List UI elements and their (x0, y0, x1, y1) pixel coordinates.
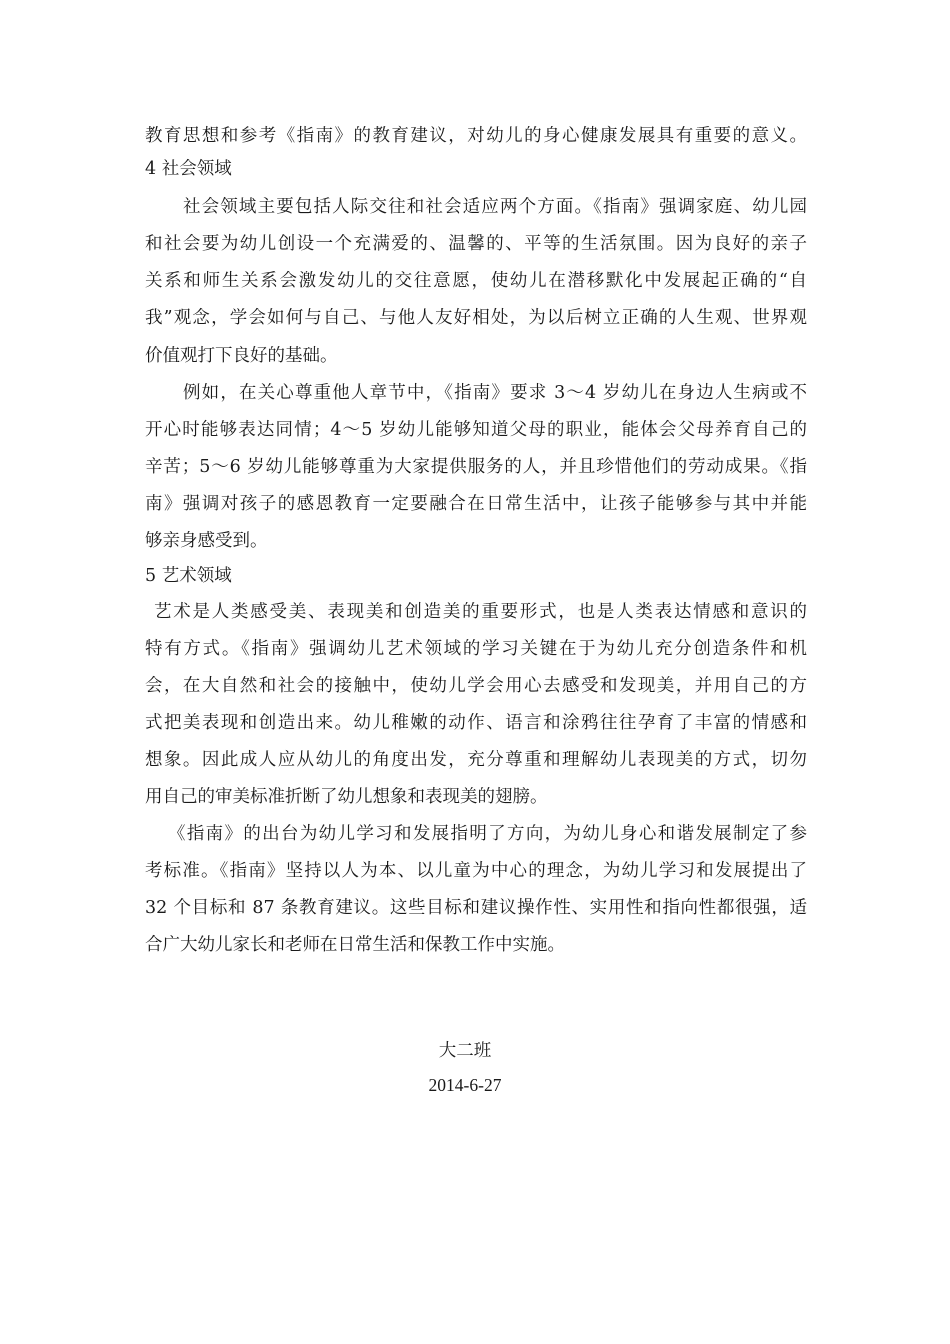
paragraph-line: 辛苦；5～6 岁幼儿能够尊重为大家提供服务的人，并且珍惜他们的劳动成果。《指 (145, 457, 808, 477)
paragraph-line: 合广大幼儿家长和老师在日常生活和保教工作中实施。 (145, 935, 565, 955)
paragraph-line: 艺术是人类感受美、表现美和创造美的重要形式，也是人类表达情感和意识的 (154, 602, 807, 622)
paragraph-line: 想象。因此成人应从幼儿的角度出发，充分尊重和理解幼儿表现美的方式，切勿 (145, 750, 807, 770)
paragraph-line: 32 个目标和 87 条教育建议。这些目标和建议操作性、实用性和指向性都很强，适 (145, 898, 807, 918)
paragraph-line: 考标准。《指南》坚持以人为本、以儿童为中心的理念，为幼儿学习和发展提出了 (145, 861, 807, 881)
paragraph-line: 价值观打下良好的基础。 (145, 346, 338, 366)
paragraph-line: 式把美表现和创造出来。幼儿稚嫩的动作、语言和涂鸦往往孕育了丰富的情感和 (145, 713, 807, 733)
signature-class: 大二班 (438, 1041, 492, 1061)
section-heading-social: 4 社会领域 (145, 159, 232, 179)
section-heading-art: 5 艺术领域 (145, 566, 232, 586)
paragraph-line: 社会领域主要包括人际交往和社会适应两个方面。《指南》强调家庭、幼儿园 (183, 197, 807, 217)
paragraph-line: 用自己的审美标准折断了幼儿想象和表现美的翅膀。 (145, 787, 548, 807)
paragraph-line: 我”观念，学会如何与自己、与他人友好相处，为以后树立正确的人生观、世界观 (145, 308, 807, 328)
paragraph-line: 教育思想和参考《指南》的教育建议，对幼儿的身心健康发展具有重要的意义。 (145, 126, 807, 146)
paragraph-line: 开心时能够表达同情；4～5 岁幼儿能够知道父母的职业，能体会父母养育自己的 (145, 420, 807, 440)
signature-date: 2014-6-27 (428, 1075, 502, 1095)
paragraph-line: 南》强调对孩子的感恩教育一定要融合在日常生活中，让孩子能够参与其中并能 (145, 494, 807, 514)
paragraph-line: 特有方式。《指南》强调幼儿艺术领域的学习关键在于为幼儿充分创造条件和机 (145, 639, 807, 659)
paragraph-line: 会，在大自然和社会的接触中，使幼儿学会用心去感受和发现美，并用自己的方 (145, 676, 807, 696)
paragraph-line: 例如，在关心尊重他人章节中，《指南》要求 3～4 岁幼儿在身边人生病或不 (183, 383, 807, 403)
paragraph-line: 够亲身感受到。 (145, 531, 268, 551)
paragraph-line: 关系和师生关系会激发幼儿的交往意愿，使幼儿在潜移默化中发展起正确的“自 (145, 271, 807, 291)
paragraph-line: 《指南》的出台为幼儿学习和发展指明了方向，为幼儿身心和谐发展制定了参 (168, 824, 807, 844)
paragraph-line: 和社会要为幼儿创设一个充满爱的、温馨的、平等的生活氛围。因为良好的亲子 (145, 234, 807, 254)
